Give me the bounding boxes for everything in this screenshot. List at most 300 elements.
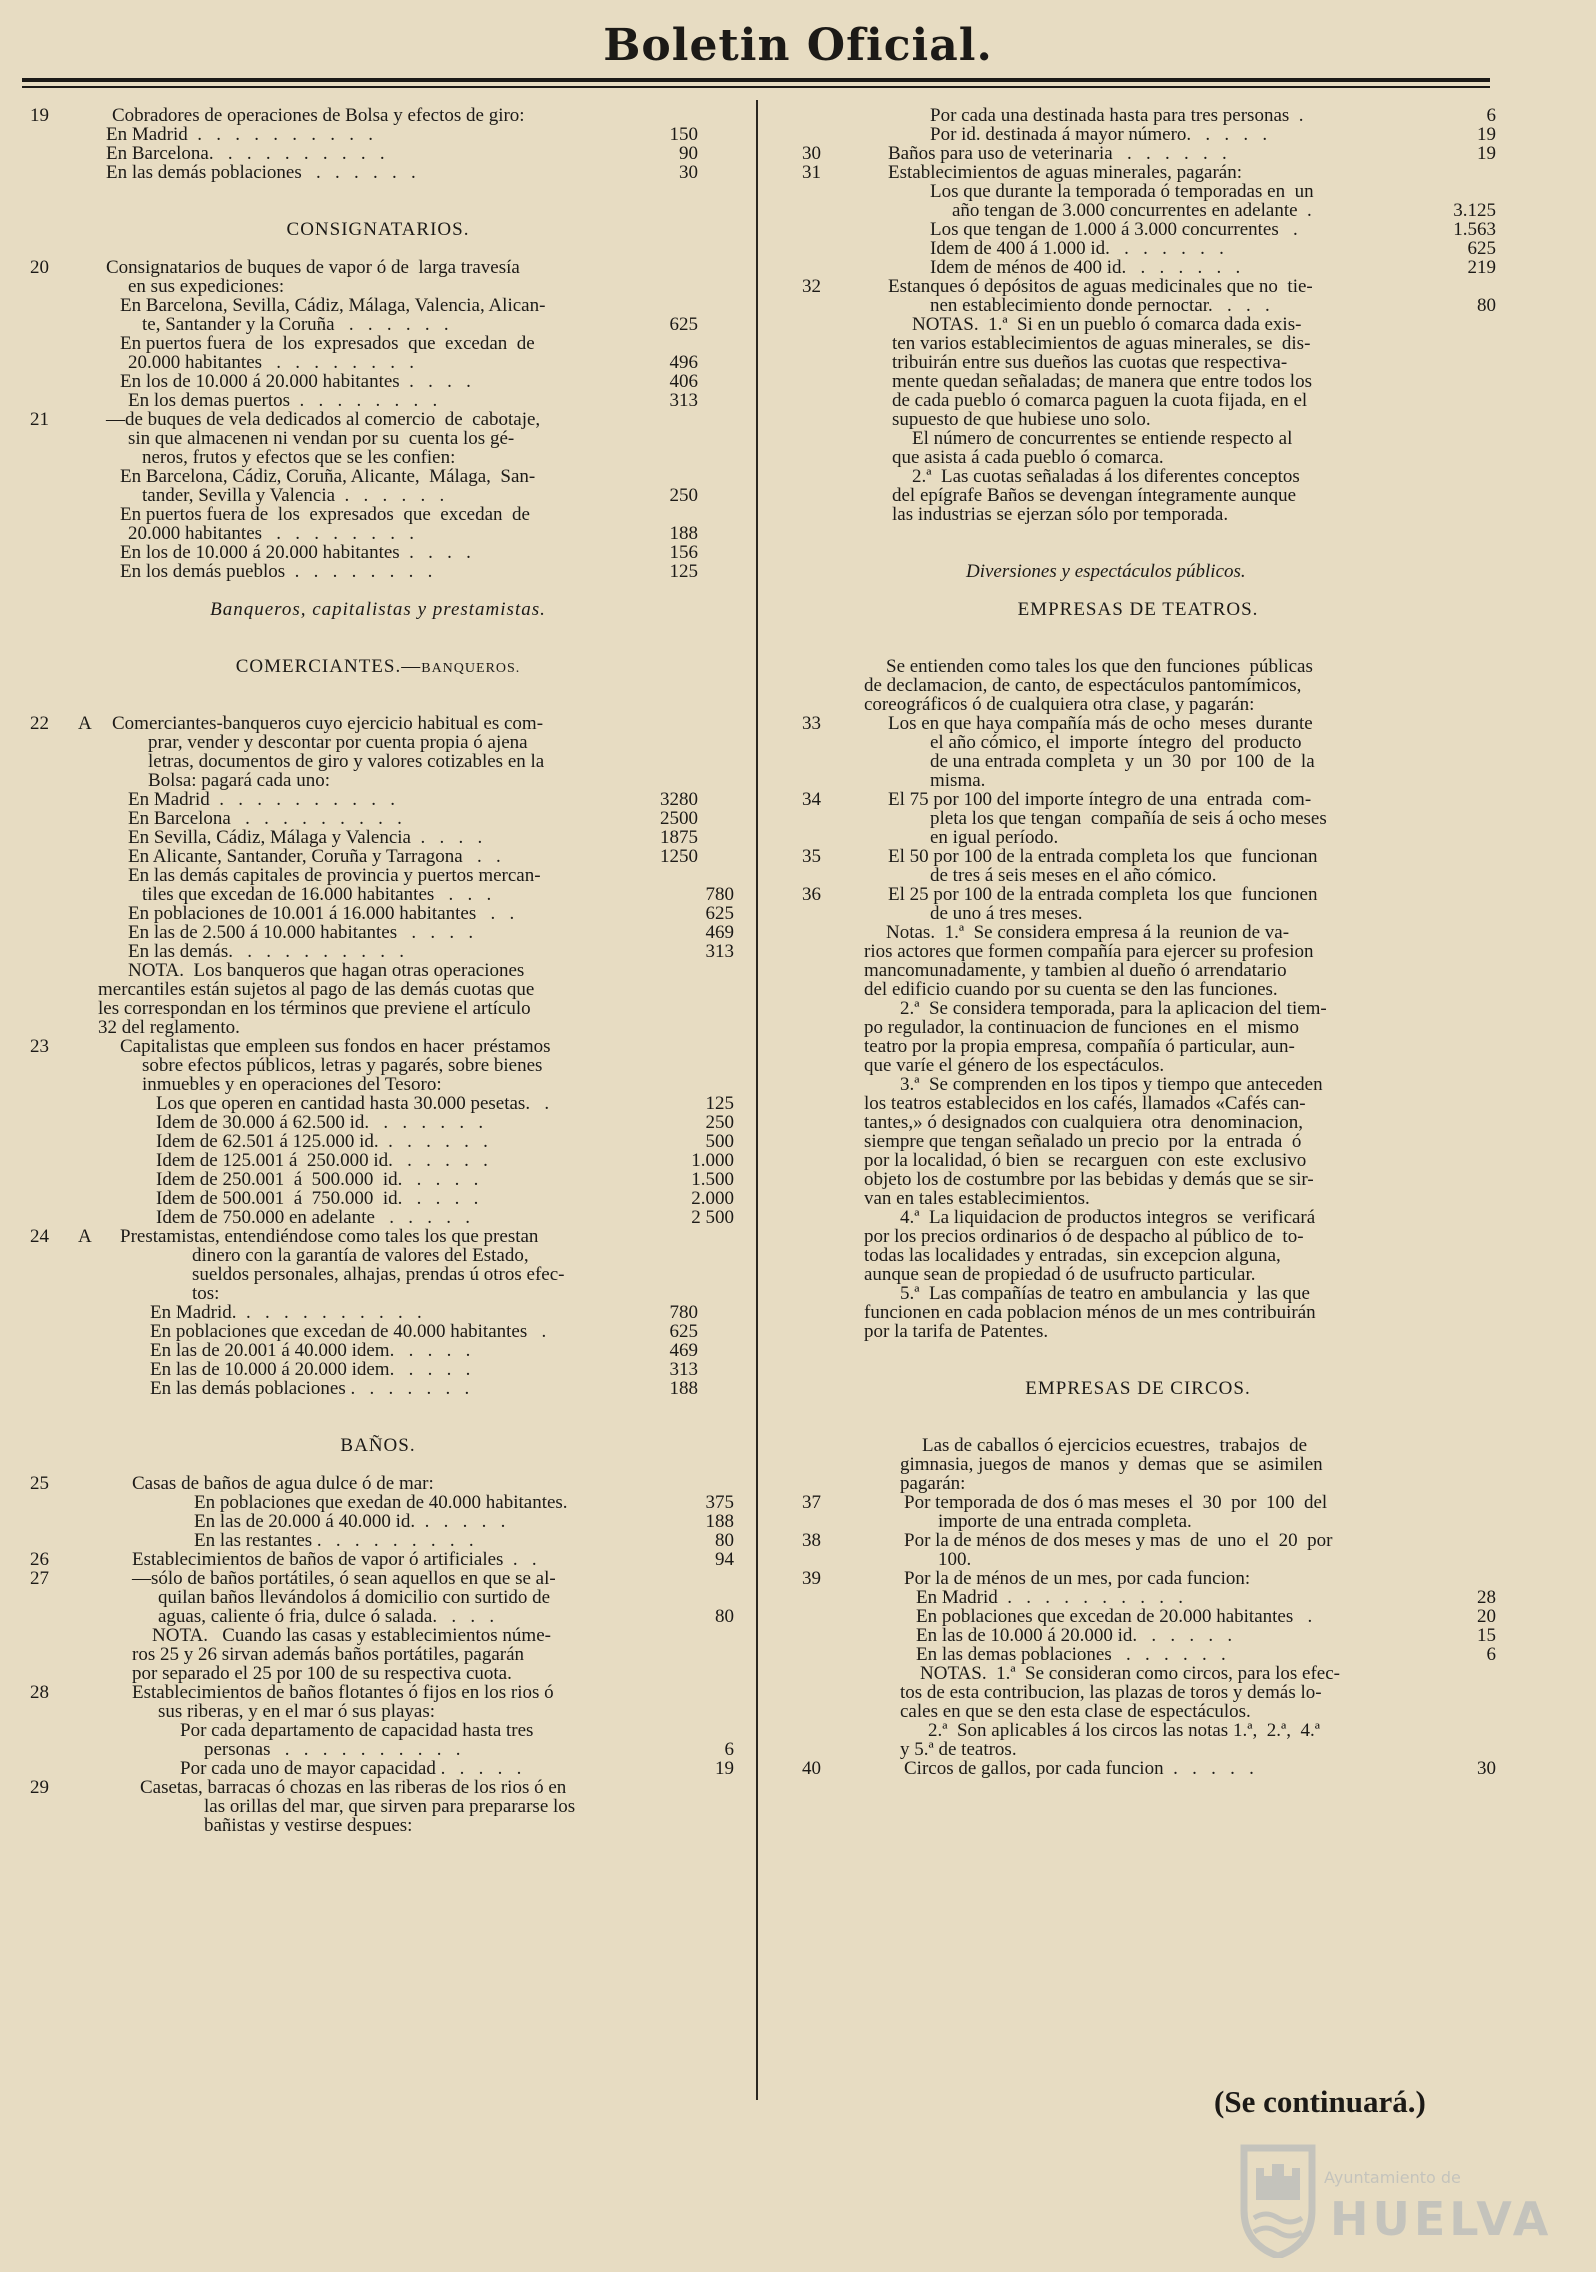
section-heading: CONSIGNATARIOS.	[286, 219, 470, 240]
line-text: Establecimientos de baños flotantes ó fijos en los rios ó	[132, 1682, 554, 1703]
text-line	[22, 201, 734, 220]
text-line	[780, 676, 1496, 695]
text-line	[22, 1132, 734, 1151]
text-line	[780, 581, 1496, 600]
line-text: Comerciantes-banqueros cuyo ejercicio habitual es com-	[112, 713, 544, 734]
line-text: NOTAS. 1.ª Se consideran como circos, para los efec-	[920, 1663, 1341, 1684]
amount: 28	[1477, 1587, 1496, 1608]
text-line	[22, 1227, 734, 1246]
text-line	[22, 1645, 734, 1664]
text-line	[780, 1493, 1496, 1512]
entry-number: 38	[802, 1530, 821, 1551]
amount: 780	[705, 884, 734, 905]
amount: 80	[715, 1606, 734, 1627]
line-text: En las demás. . . . . . . . . .	[128, 941, 405, 962]
page-title: Boletin Oficial.	[603, 20, 993, 71]
amount: 30	[679, 162, 698, 183]
line-text: Notas. 1.ª Se considera empresa á la reunion de va-	[886, 922, 1290, 943]
line-text: Los que tengan de 1.000 á 3.000 concurrentes .	[930, 219, 1298, 240]
line-text: Idem de 125.001 á 250.000 id. . . . . .	[156, 1150, 488, 1171]
text-line	[780, 999, 1496, 1018]
text-line	[780, 1246, 1496, 1265]
line-text: 2.ª Las cuotas señaladas á los diferentes conceptos	[912, 466, 1300, 487]
line-text: quilan baños llevándolos á domicilio con surtido de	[158, 1587, 551, 1608]
text-line	[780, 1683, 1496, 1702]
text-line	[22, 923, 734, 942]
section-heading-wrap	[22, 657, 734, 678]
amount: 375	[705, 1492, 734, 1513]
text-line	[22, 1265, 734, 1284]
text-line	[22, 980, 734, 999]
amount: 625	[669, 314, 698, 335]
text-line	[780, 1094, 1496, 1113]
line-text: te, Santander y la Coruña . . . . . .	[142, 314, 449, 335]
text-line	[780, 1740, 1496, 1759]
text-line	[780, 885, 1496, 904]
amount: 188	[669, 523, 698, 544]
line-text: Casetas, barracas ó chozas en las riberas de los rios ó en	[140, 1777, 567, 1798]
line-text: En los de 10.000 á 20.000 habitantes . . . .	[120, 542, 471, 563]
watermark	[1238, 2140, 1553, 2260]
line-text: nen establecimiento donde pernoctar. . . .	[930, 295, 1270, 316]
line-text: Idem de 30.000 á 62.500 id. . . . . . .	[156, 1112, 484, 1133]
amount: 20	[1477, 1606, 1496, 1627]
text-line	[22, 904, 734, 923]
entry-number: 28	[30, 1682, 49, 1703]
text-line	[22, 828, 734, 847]
line-text: cales en que se den esta clase de espectáculos.	[900, 1701, 1251, 1722]
text-line	[22, 1341, 734, 1360]
line-text: del epígrafe Baños se devengan íntegramente aunque	[892, 485, 1297, 506]
entry-number: 30	[802, 143, 821, 164]
line-text: por los precios ordinarios ó de despacho al público de to-	[864, 1226, 1304, 1247]
text-line	[22, 771, 734, 790]
text-line	[22, 657, 734, 676]
text-line	[780, 1588, 1496, 1607]
text-line	[22, 486, 734, 505]
text-line	[780, 1626, 1496, 1645]
text-line	[22, 391, 734, 410]
text-line	[22, 1170, 734, 1189]
text-line	[780, 733, 1496, 752]
line-text: sin que almacenen ni vendan por su cuenta los gé-	[128, 428, 515, 449]
line-text: por separado el 25 por 100 de su respectiva cuota.	[132, 1663, 512, 1684]
text-line	[780, 600, 1496, 619]
line-text: En puertos fuera de los expresados que excedan de	[120, 504, 530, 525]
line-text: 2.ª Se considera temporada, para la aplicacion del tiem-	[900, 998, 1327, 1019]
text-line	[780, 125, 1496, 144]
text-line	[780, 524, 1496, 543]
line-text: En las de 20.001 á 40.000 idem. . . . .	[150, 1340, 471, 1361]
section-heading: COMERCIANTES.—	[235, 656, 422, 677]
line-text: En poblaciones que excedan de 40.000 habitantes .	[150, 1321, 547, 1342]
line-text: de una entrada completa y un 30 por 100 de la	[930, 751, 1315, 772]
text-line	[780, 391, 1496, 410]
text-line	[22, 1094, 734, 1113]
line-text: en sus expediciones:	[128, 276, 285, 297]
text-line	[22, 1683, 734, 1702]
entry-number: 27	[30, 1568, 49, 1589]
line-text: En poblaciones de 10.001 á 16.000 habitantes . .	[128, 903, 515, 924]
line-text: Idem de 400 á 1.000 id. . . . . . .	[930, 238, 1224, 259]
text-line	[780, 1189, 1496, 1208]
line-text: NOTA. Los banqueros que hagan otras operaciones	[128, 960, 525, 981]
text-line	[780, 980, 1496, 999]
text-line	[780, 657, 1496, 676]
line-text: por la tarifa de Patentes.	[864, 1321, 1049, 1342]
text-line	[780, 505, 1496, 524]
line-text: bañistas y vestirse despues:	[204, 1815, 413, 1836]
text-line	[22, 1493, 734, 1512]
line-text: coreográficos ó de cualquiera otra clase, y pagarán:	[864, 694, 1255, 715]
text-line	[22, 714, 734, 733]
text-line	[780, 296, 1496, 315]
line-text: tos:	[192, 1283, 220, 1304]
text-line	[22, 1417, 734, 1436]
line-text: Prestamistas, entendiéndose como tales los que prestan	[120, 1226, 539, 1247]
line-text: —de buques de vela dedicados al comercio de cabotaje,	[106, 409, 541, 430]
text-line	[22, 885, 734, 904]
line-text: Idem de 750.000 en adelante . . . . .	[156, 1207, 470, 1228]
text-line	[22, 1056, 734, 1075]
line-text: 4.ª La liquidacion de productos integros se verificará	[900, 1207, 1316, 1228]
text-line	[22, 1113, 734, 1132]
text-line	[780, 1569, 1496, 1588]
text-line	[22, 942, 734, 961]
line-text: En los de 10.000 á 20.000 habitantes . . . .	[120, 371, 471, 392]
amount: 469	[705, 922, 734, 943]
text-line	[780, 334, 1496, 353]
text-line	[22, 581, 734, 600]
text-line	[780, 1759, 1496, 1778]
text-line	[780, 543, 1496, 562]
line-text: del edificio cuando por su cuenta se den las funciones.	[864, 979, 1278, 1000]
text-line	[780, 201, 1496, 220]
line-text: En Barcelona, Cádiz, Coruña, Alicante, Málaga, San-	[120, 466, 536, 487]
line-text: misma.	[930, 770, 986, 791]
entry-number: 26	[30, 1549, 49, 1570]
text-line	[780, 1341, 1496, 1360]
text-line	[22, 277, 734, 296]
text-line	[22, 524, 734, 543]
text-line	[780, 1417, 1496, 1436]
text-line	[22, 562, 734, 581]
text-line	[22, 467, 734, 486]
text-line	[780, 1474, 1496, 1493]
text-line	[780, 1170, 1496, 1189]
line-text: funcionen en cada poblacion ménos de un mes contribuirán	[864, 1302, 1316, 1323]
text-line	[780, 163, 1496, 182]
text-line	[22, 1018, 734, 1037]
text-line	[22, 866, 734, 885]
text-line	[780, 315, 1496, 334]
text-line	[22, 961, 734, 980]
text-line	[22, 1246, 734, 1265]
line-text: y 5.ª de teatros.	[900, 1739, 1017, 1760]
text-line	[780, 258, 1496, 277]
text-line	[780, 828, 1496, 847]
text-line	[22, 619, 734, 638]
entry-number: 31	[802, 162, 821, 183]
text-line	[780, 866, 1496, 885]
line-text: En las demás poblaciones . . . . . . .	[150, 1378, 470, 1399]
line-text: 3.ª Se comprenden en los tipos y tiempo que anteceden	[900, 1074, 1323, 1095]
entry-number: 40	[802, 1758, 821, 1779]
text-line	[780, 562, 1496, 581]
entry-letter: A	[78, 1226, 92, 1247]
text-line	[780, 638, 1496, 657]
line-text: de cada pueblo ó comarca paguen la cuota fijada, en el	[892, 390, 1308, 411]
line-text: En los demas puertos . . . . . . . .	[128, 390, 438, 411]
amount: 1.563	[1453, 219, 1496, 240]
text-line	[22, 410, 734, 429]
text-line	[780, 847, 1496, 866]
amount: 19	[715, 1758, 734, 1779]
line-text: Por la de ménos de un mes, por cada funcion:	[904, 1568, 1251, 1589]
text-line	[22, 1075, 734, 1094]
entry-number: 34	[802, 789, 821, 810]
line-text: Bolsa: pagará cada uno:	[148, 770, 331, 791]
line-text: sus riberas, y en el mar ó sus playas:	[158, 1701, 436, 1722]
line-text: Consignatarios de buques de vapor ó de larga travesía	[106, 257, 520, 278]
text-line	[780, 619, 1496, 638]
text-line	[780, 1018, 1496, 1037]
entry-number: 25	[30, 1473, 49, 1494]
line-text: En Barcelona. . . . . . . . . .	[106, 143, 385, 164]
line-text: En puertos fuera de los expresados que excedan de	[120, 333, 535, 354]
text-line	[22, 1778, 734, 1797]
line-text: de declamacion, de canto, de espectáculos pantomímicos,	[864, 675, 1302, 696]
line-text: Por cada uno de mayor capacidad . . . . .	[180, 1758, 522, 1779]
amount: 469	[669, 1340, 698, 1361]
line-text: que asista á cada pueblo ó comarca.	[892, 447, 1164, 468]
line-text: En los demás pueblos . . . . . . . .	[120, 561, 433, 582]
line-text: En Alicante, Santander, Coruña y Tarragona . .	[128, 846, 501, 867]
text-line	[22, 1702, 734, 1721]
text-line	[780, 239, 1496, 258]
line-text: en igual período.	[930, 827, 1059, 848]
text-line	[780, 923, 1496, 942]
line-text: objeto los de costumbre por las bebidas y demás que se sir-	[864, 1169, 1314, 1190]
line-text: teatro por la propia empresa, compañía ó particular, aun-	[864, 1036, 1295, 1057]
text-line	[22, 999, 734, 1018]
line-text: Establecimientos de baños de vapor ó artificiales . .	[132, 1549, 537, 1570]
line-text: mercantiles están sujetos al pago de las demás cuotas que	[98, 979, 535, 1000]
section-heading: EMPRESAS DE CIRCOS.	[1025, 1378, 1251, 1399]
text-line	[780, 1702, 1496, 1721]
amount: 250	[705, 1112, 734, 1133]
amount: 313	[669, 1359, 698, 1380]
text-line	[780, 448, 1496, 467]
line-text: las orillas del mar, que sirven para prepararse los	[204, 1796, 576, 1817]
text-line	[22, 239, 734, 258]
line-text: dinero con la garantía de valores del Estado,	[192, 1245, 529, 1266]
text-line	[780, 961, 1496, 980]
line-text: Baños para uso de veterinaria . . . . . .	[888, 143, 1227, 164]
text-line	[22, 334, 734, 353]
text-line	[780, 353, 1496, 372]
amount: 3280	[660, 789, 698, 810]
line-text: En Barcelona, Sevilla, Cádiz, Málaga, Valencia, Alican-	[120, 295, 546, 316]
amount: 313	[669, 390, 698, 411]
entry-number: 37	[802, 1492, 821, 1513]
line-text: pleta los que tengan compañía de seis á ocho meses	[930, 808, 1327, 829]
line-text: siempre que tengan señalado un precio por la entrada ó	[864, 1131, 1302, 1152]
line-text: Las de caballos ó ejercicios ecuestres, trabajos de	[922, 1435, 1308, 1456]
text-line	[780, 942, 1496, 961]
entry-number: 32	[802, 276, 821, 297]
line-text: En las de 20.000 á 40.000 id. . . . . .	[194, 1511, 506, 1532]
amount: 19	[1477, 143, 1496, 164]
text-line	[780, 1056, 1496, 1075]
line-text: Se entienden como tales los que den funciones públicas	[886, 656, 1313, 677]
text-line	[22, 1151, 734, 1170]
amount: 6	[1486, 1644, 1496, 1665]
text-line	[780, 410, 1496, 429]
text-line	[780, 1531, 1496, 1550]
amount: 625	[669, 1321, 698, 1342]
line-text: tribuirán entre sus dueños las cuotas que respectiva-	[892, 352, 1288, 373]
line-text: El 50 por 100 de la entrada completa los que funcionan	[888, 846, 1318, 867]
line-text: aguas, caliente ó fria, dulce ó salada. . . .	[158, 1606, 495, 1627]
heading-subtitle: BANQUEROS.	[421, 661, 521, 676]
amount: 150	[669, 124, 698, 145]
line-text: todas las localidades y entradas, sin excepcion alguna,	[864, 1245, 1281, 1266]
text-line	[22, 733, 734, 752]
line-text: tantes,» ó designados con cualquiera otra denominacion,	[864, 1112, 1303, 1133]
line-text: por la localidad, ó bien se recarguen con este exclusivo	[864, 1150, 1307, 1171]
line-text: En poblaciones que exedan de 40.000 habitantes.	[194, 1492, 568, 1513]
line-text: po regulador, la continuacion de funciones en el mismo	[864, 1017, 1300, 1038]
line-text: sobre efectos públicos, letras y pagarés, sobre bienes	[142, 1055, 543, 1076]
text-line	[22, 448, 734, 467]
amount: 1.000	[691, 1150, 734, 1171]
line-text: En Madrid . . . . . . . . . .	[128, 789, 396, 810]
text-line	[780, 1151, 1496, 1170]
amount: 1250	[660, 846, 698, 867]
entry-number: 23	[30, 1036, 49, 1057]
line-text: En Madrid . . . . . . . . . .	[916, 1587, 1184, 1608]
line-text: Por cada una destinada hasta para tres personas .	[930, 105, 1304, 126]
text-line	[780, 1436, 1496, 1455]
entry-number: 29	[30, 1777, 49, 1798]
amount: 125	[669, 561, 698, 582]
text-line	[780, 182, 1496, 201]
text-line	[22, 1607, 734, 1626]
text-line	[22, 258, 734, 277]
text-line	[780, 1227, 1496, 1246]
amount: 625	[1467, 238, 1496, 259]
line-text: 20.000 habitantes . . . . . . . .	[128, 523, 415, 544]
left-column	[22, 106, 734, 1835]
amount: 2500	[660, 808, 698, 829]
text-line	[22, 1512, 734, 1531]
amount: 125	[705, 1093, 734, 1114]
amount: 6	[724, 1739, 734, 1760]
line-text: Capitalistas que empleen sus fondos en hacer préstamos	[120, 1036, 551, 1057]
line-text: NOTA. Cuando las casas y establecimientos núme-	[152, 1625, 551, 1646]
text-line	[780, 1664, 1496, 1683]
section-heading: BAÑOS.	[340, 1435, 416, 1456]
city-shield-icon	[1238, 2140, 1318, 2258]
text-line	[780, 1398, 1496, 1417]
text-line	[780, 1550, 1496, 1569]
amount: 1875	[660, 827, 698, 848]
text-line	[780, 1265, 1496, 1284]
line-text: En poblaciones que excedan de 20.000 habitantes .	[916, 1606, 1313, 1627]
text-line	[780, 752, 1496, 771]
entry-number: 39	[802, 1568, 821, 1589]
text-line	[22, 752, 734, 771]
line-text: En las demás capitales de provincia y puertos mercan-	[128, 865, 541, 886]
line-text: En Sevilla, Cádiz, Málaga y Valencia . . . .	[128, 827, 483, 848]
amount: 313	[705, 941, 734, 962]
line-text: Casas de baños de agua dulce ó de mar:	[132, 1473, 434, 1494]
line-text: Por la de ménos de dos meses y mas de uno el 20 por	[904, 1530, 1333, 1551]
amount: 156	[669, 542, 698, 563]
text-line	[22, 1588, 734, 1607]
line-text: las industrias se ejerzan sólo por temporada.	[892, 504, 1229, 525]
amount: 496	[669, 352, 698, 373]
column-divider	[756, 100, 758, 2100]
amount: 2.000	[691, 1188, 734, 1209]
section-heading: Banqueros, capitalistas y prestamistas.	[210, 599, 546, 620]
text-line	[780, 1075, 1496, 1094]
text-line	[780, 429, 1496, 448]
line-text: Circos de gallos, por cada funcion . . . . .	[904, 1758, 1254, 1779]
line-text: sueldos personales, alhajas, prendas ú otros efec-	[192, 1264, 565, 1285]
text-line	[780, 277, 1496, 296]
line-text: Idem de 500.001 á 750.000 id. . . . .	[156, 1188, 479, 1209]
entry-number: 24	[30, 1226, 49, 1247]
text-line	[780, 809, 1496, 828]
line-text: En Madrid . . . . . . . . . .	[106, 124, 374, 145]
text-line	[22, 790, 734, 809]
text-line	[22, 695, 734, 714]
text-line	[780, 695, 1496, 714]
text-line	[780, 1113, 1496, 1132]
text-line	[780, 1645, 1496, 1664]
text-line	[780, 467, 1496, 486]
watermark-line2: HUELVA	[1330, 2192, 1553, 2246]
line-text: Los en que haya compañía más de ocho meses durante	[888, 713, 1313, 734]
amount: 250	[669, 485, 698, 506]
text-line	[780, 904, 1496, 923]
text-line	[780, 1322, 1496, 1341]
text-line	[22, 847, 734, 866]
amount: 219	[1467, 257, 1496, 278]
line-text: 5.ª Las compañías de teatro en ambulancia y las que	[900, 1283, 1310, 1304]
text-line	[22, 1474, 734, 1493]
text-line	[780, 1037, 1496, 1056]
text-line	[22, 1284, 734, 1303]
header-rule-thin	[22, 86, 1490, 88]
text-line	[22, 353, 734, 372]
line-text: En Madrid. . . . . . . . . . .	[150, 1302, 422, 1323]
text-line	[22, 543, 734, 562]
line-text: En las restantes . . . . . . . . .	[194, 1530, 474, 1551]
text-line	[22, 1797, 734, 1816]
entry-number: 19	[30, 105, 49, 126]
text-line	[22, 429, 734, 448]
line-text: Cobradores de operaciones de Bolsa y efectos de giro:	[112, 105, 525, 126]
line-text: neros, frutos y efectos que se les confien:	[142, 447, 456, 468]
text-line	[780, 106, 1496, 125]
line-text: Idem de ménos de 400 id. . . . . . .	[930, 257, 1241, 278]
text-line	[22, 182, 734, 201]
text-line	[780, 771, 1496, 790]
line-text: En las demas poblaciones . . . . . .	[916, 1644, 1226, 1665]
